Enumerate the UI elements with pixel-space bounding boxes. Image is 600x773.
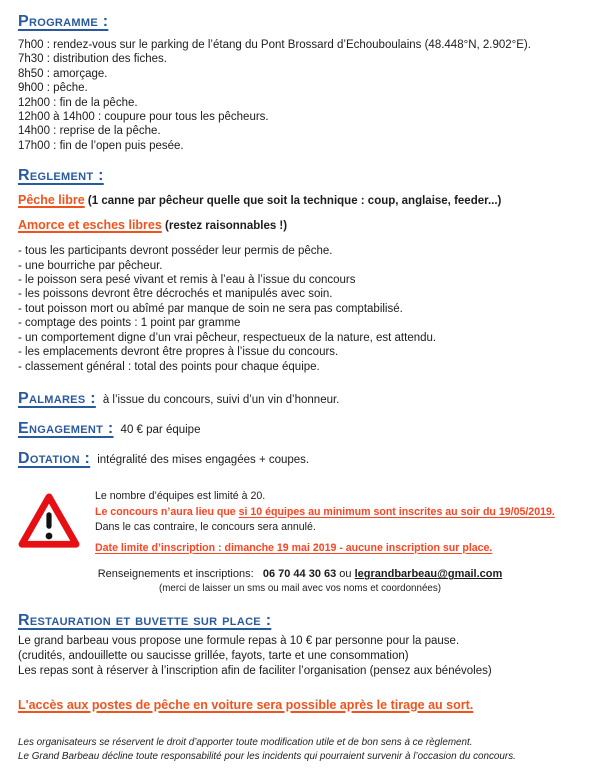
rule-item: - les poissons devront être décrochés et manipulés avec soin.	[18, 288, 333, 301]
schedule-item: 12h00 : fin de la pêche.	[18, 96, 138, 109]
dotation-text: intégralité des mises engagées + coupes.	[97, 453, 310, 466]
rule-item: - une bourriche par pêcheur.	[18, 259, 163, 272]
section-reglement-heading	[18, 166, 582, 186]
programme-schedule	[18, 38, 582, 153]
rule-item: - le poisson sera pesé vivant et remis à l’eau à l’issue du concours	[18, 274, 356, 287]
rule-item: - tout poisson mort ou abîmé par manque de soin ne sera pas comptabilisé.	[18, 302, 403, 315]
warning-block	[18, 487, 582, 556]
section-dotation	[18, 449, 582, 469]
schedule-item: 12h00 à 14h00 : coupure pour tous les pêcheurs.	[18, 111, 269, 124]
peche-libre-detail: (1 canne par pêcheur quelle que soit la technique : coup, anglaise, feeder...)	[87, 195, 502, 208]
warning-icon	[18, 487, 80, 556]
rule-item: - tous les participants devront posséder leur permis de pêche.	[18, 245, 333, 258]
engagement-text: 40 € par équipe	[120, 423, 201, 436]
reglement-rules	[18, 244, 582, 374]
programme-title: Programme :	[18, 13, 109, 30]
reglement-title: Reglement :	[18, 167, 104, 185]
rule-item: - un comportement digne d’un vrai pêcheur, respectueux de la nature, est attendu.	[18, 331, 437, 344]
warning-line-deadline: Date limite d’inscription : dimanche 19 mai 2019 - aucune inscription sur place.	[95, 541, 493, 554]
warning-line-minimum: Le concours n’aura lieu que si 10 équipes au minimum sont inscrites au soir du 19/05/2019.	[95, 505, 555, 518]
restauration-line: Le grand barbeau vous propose une formule repas à 10 € par personne pour la pause.	[18, 635, 460, 648]
palmares-title: Palmares :	[18, 389, 96, 407]
peche-libre-link: Pêche libre	[18, 193, 85, 208]
restauration-title: Restauration et buvette sur place :	[18, 612, 272, 630]
contact-line	[18, 568, 582, 580]
section-programme-heading	[18, 12, 582, 32]
restauration-line: Les repas sont à réserver à l’inscription afin de faciliter l’organisation (pensez aux bénévoles)	[18, 664, 492, 677]
schedule-item: 8h50 : amorçage.	[18, 67, 108, 80]
warning-line-limit: Le nombre d’équipes est limité à 20.	[95, 489, 266, 502]
schedule-item: 9h00 : pêche.	[18, 82, 88, 95]
schedule-item: 7h30 : distribution des fiches.	[18, 53, 167, 66]
amorce-libre-detail: (restez raisonnables !)	[165, 220, 288, 233]
contact-label: Renseignements et inscriptions:	[97, 568, 254, 581]
contact-email-link[interactable]: legrandbarbeau@gmail.com	[354, 568, 503, 581]
dotation-title: Dotation :	[18, 449, 91, 467]
restauration-details	[18, 634, 582, 678]
rule-item: - les emplacements devront être propres à l’issue du concours.	[18, 346, 339, 359]
disclaimer-line: Les organisateurs se réservent le droit d’apporter toute modification utile et de bon sens à ce règlement.	[18, 736, 473, 748]
access-note: L'accès aux postes de pêche en voiture sera possible après le tirage au sort.	[18, 697, 474, 712]
contact-phone: 06 70 44 30 63	[262, 568, 337, 581]
section-restauration-heading	[18, 611, 582, 631]
warning-line-cancel: Dans le cas contraire, le concours sera annulé.	[95, 521, 316, 534]
restauration-line: (crudités, andouillette ou saucisse grillée, fayots, tarte et une consommation)	[18, 650, 409, 663]
amorce-libre-link: Amorce et esches libres	[18, 218, 162, 233]
engagement-title: Engagement :	[18, 419, 114, 437]
contact-note: (merci de laisser un sms ou mail avec vos noms et coordonnées)	[158, 583, 442, 595]
schedule-item: 14h00 : reprise de la pêche.	[18, 125, 161, 138]
section-palmares	[18, 389, 582, 409]
warning-text	[95, 487, 555, 556]
schedule-item: 17h00 : fin de l’open puis pesée.	[18, 139, 184, 152]
schedule-item: 7h00 : rendez-vous sur le parking de l’étang du Pont Brossard d’Echouboulains (48.448°N, 2.902°E).	[18, 39, 531, 51]
palmares-text: à l’issue du concours, suivi d’un vin d’honneur.	[102, 393, 340, 406]
rule-item: - classement général : total des points pour chaque équipe.	[18, 360, 320, 373]
section-engagement	[18, 419, 582, 439]
disclaimer-line: Le Grand Barbeau décline toute responsabilité pour les incidents qui pourraient survenir à l’occasion du concours.	[18, 751, 516, 763]
rule-free-bait	[18, 216, 582, 236]
rule-free-fishing	[18, 191, 582, 211]
rule-item: - comptage des points : 1 point par gramme	[18, 317, 241, 330]
disclaimer-footer	[18, 736, 582, 765]
contact-separator: ou	[339, 568, 352, 581]
